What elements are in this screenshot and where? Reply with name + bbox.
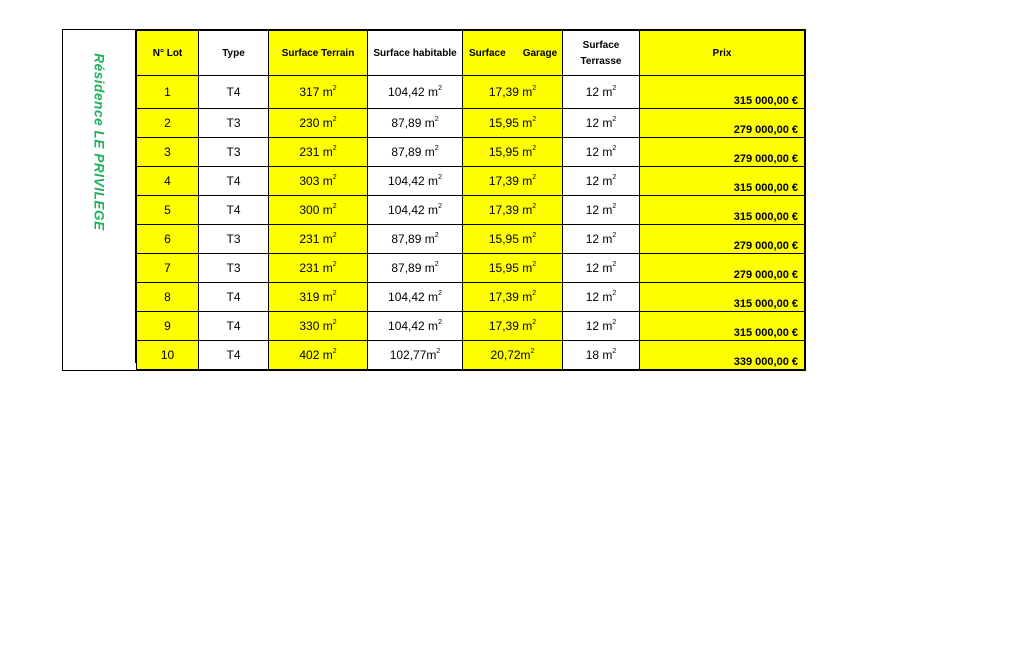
cell-surface-garage-value: 15,95 m [488, 116, 533, 130]
cell-surface-terrasse [563, 254, 640, 283]
unit-exponent: 2 [532, 290, 537, 297]
cell-prix [640, 76, 805, 109]
table-row [137, 283, 805, 312]
cell-surface-terrasse-value: 12 m [585, 85, 613, 99]
cell-type-value: T4 [226, 319, 241, 333]
cell-surface-terrasse-value: 12 m [585, 116, 613, 130]
cell-prix-value: 315 000,00 € [733, 95, 798, 107]
cell-prix-value: 315 000,00 € [733, 327, 798, 339]
cell-type [199, 254, 269, 283]
cell-surface-terrain [269, 341, 368, 370]
cell-prix [640, 109, 805, 138]
cell-lot [137, 225, 199, 254]
cell-surface-habitable-value: 104,42 m [388, 174, 439, 188]
cell-surface-terrasse-value: 12 m [585, 145, 613, 159]
cell-surface-habitable [368, 109, 463, 138]
table-row [137, 109, 805, 138]
unit-exponent: 2 [438, 290, 442, 297]
lots-body [137, 76, 805, 370]
cell-surface-terrasse [563, 109, 640, 138]
unit-exponent: 2 [434, 116, 439, 123]
cell-surface-terrain-value: 300 m [299, 203, 333, 217]
cell-lot [137, 76, 199, 109]
unit-exponent: 2 [530, 348, 535, 355]
cell-surface-habitable-value: 87,89 m [391, 232, 435, 246]
cell-surface-terrasse-value: 12 m [585, 319, 613, 333]
table-row [137, 341, 805, 370]
cell-prix [640, 138, 805, 167]
cell-surface-habitable-value: 104,42 m [388, 319, 439, 333]
cell-surface-habitable-value: 102,77m [389, 348, 437, 362]
table-row [137, 254, 805, 283]
cell-surface-garage-value: 15,95 m [488, 232, 533, 246]
unit-exponent: 2 [532, 319, 537, 326]
cell-surface-terrain [269, 76, 368, 109]
cell-type-value: T3 [226, 145, 241, 159]
cell-surface-terrasse [563, 312, 640, 341]
cell-type [199, 109, 269, 138]
cell-lot-value: 2 [164, 116, 171, 130]
residence-title-panel [63, 30, 136, 363]
table-row [137, 225, 805, 254]
unit-exponent: 2 [612, 261, 617, 268]
header-surface-terrain: Surface Terrain [269, 31, 368, 76]
cell-type-value: T4 [226, 290, 241, 304]
cell-surface-garage [463, 312, 563, 341]
header-type: Type [199, 31, 269, 76]
cell-prix [640, 283, 805, 312]
cell-lot-value: 4 [164, 174, 171, 188]
cell-surface-habitable [368, 341, 463, 370]
cell-type-value: T4 [226, 348, 241, 362]
cell-surface-terrain-value: 303 m [299, 174, 333, 188]
cell-prix-value: 279 000,00 € [733, 153, 798, 165]
cell-surface-terrain-value: 402 m [299, 348, 333, 362]
cell-surface-terrain-value: 317 m [299, 85, 333, 99]
cell-surface-garage [463, 283, 563, 312]
unit-exponent: 2 [532, 174, 537, 181]
cell-surface-garage [463, 109, 563, 138]
cell-surface-terrasse [563, 76, 640, 109]
cell-type-value: T3 [226, 261, 241, 275]
cell-surface-garage-value: 17,39 m [488, 319, 533, 333]
cell-lot [137, 312, 199, 341]
cell-surface-garage-value: 20,72m [490, 348, 531, 362]
unit-exponent: 2 [434, 232, 439, 239]
cell-type [199, 312, 269, 341]
unit-exponent: 2 [332, 203, 337, 210]
cell-prix-value: 315 000,00 € [733, 298, 798, 310]
unit-exponent: 2 [332, 145, 337, 152]
unit-exponent: 2 [332, 116, 337, 123]
header-row [137, 31, 805, 76]
cell-surface-garage [463, 254, 563, 283]
cell-surface-terrasse-value: 18 m [585, 348, 613, 362]
unit-exponent: 2 [532, 85, 537, 92]
cell-prix-value: 279 000,00 € [733, 269, 798, 281]
cell-surface-garage [463, 225, 563, 254]
unit-exponent: 2 [532, 261, 537, 268]
cell-surface-terrain [269, 312, 368, 341]
cell-prix-value: 279 000,00 € [733, 124, 798, 136]
cell-surface-terrasse-value: 12 m [585, 203, 613, 217]
header-prix: Prix [640, 31, 805, 76]
header-garage-word-2: Garage [522, 47, 558, 59]
unit-exponent: 2 [332, 348, 337, 355]
cell-surface-terrasse-value: 12 m [585, 232, 613, 246]
cell-prix [640, 341, 805, 370]
cell-type [199, 225, 269, 254]
lots-table [136, 30, 805, 370]
cell-surface-habitable [368, 225, 463, 254]
residence-title: Résidence LE PRIVILEGE [91, 52, 107, 231]
cell-prix [640, 167, 805, 196]
cell-lot-value: 7 [164, 261, 171, 275]
cell-type-value: T3 [226, 116, 241, 130]
header-garage-word-1: Surface [469, 47, 506, 59]
cell-surface-terrain-value: 231 m [299, 232, 333, 246]
cell-surface-habitable-value: 104,42 m [388, 85, 439, 99]
unit-exponent: 2 [532, 203, 537, 210]
header-surface-garage [463, 31, 563, 76]
cell-surface-terrasse-value: 12 m [585, 261, 613, 275]
cell-surface-habitable [368, 167, 463, 196]
unit-exponent: 2 [532, 232, 537, 239]
cell-surface-garage-value: 15,95 m [488, 261, 533, 275]
cell-surface-terrain-value: 231 m [299, 145, 333, 159]
cell-lot-value: 1 [164, 85, 171, 99]
cell-type-value: T3 [226, 232, 241, 246]
cell-surface-terrain-value: 230 m [299, 116, 333, 130]
cell-prix-value: 339 000,00 € [733, 356, 798, 368]
cell-prix-value: 315 000,00 € [733, 211, 798, 223]
cell-surface-garage-value: 17,39 m [488, 290, 533, 304]
table-row [137, 312, 805, 341]
cell-surface-terrasse-value: 12 m [585, 290, 613, 304]
cell-lot [137, 138, 199, 167]
cell-surface-habitable [368, 138, 463, 167]
cell-surface-terrasse [563, 167, 640, 196]
cell-prix [640, 312, 805, 341]
cell-surface-terrain-value: 231 m [299, 261, 333, 275]
cell-surface-terrasse-value: 12 m [585, 174, 613, 188]
unit-exponent: 2 [438, 85, 442, 92]
unit-exponent: 2 [438, 174, 442, 181]
cell-surface-terrain-value: 319 m [299, 290, 333, 304]
unit-exponent: 2 [612, 290, 617, 297]
header-surface-terrasse [563, 31, 640, 76]
cell-surface-habitable [368, 76, 463, 109]
cell-lot-value: 5 [164, 203, 171, 217]
cell-lot-value: 10 [160, 348, 175, 362]
cell-type-value: T4 [226, 174, 241, 188]
cell-type [199, 167, 269, 196]
unit-exponent: 2 [612, 319, 617, 326]
unit-exponent: 2 [332, 85, 337, 92]
cell-type [199, 76, 269, 109]
cell-type-value: T4 [226, 85, 241, 99]
cell-lot-value: 3 [164, 145, 171, 159]
unit-exponent: 2 [612, 203, 617, 210]
cell-type [199, 138, 269, 167]
cell-surface-terrain [269, 225, 368, 254]
cell-lot [137, 196, 199, 225]
cell-prix [640, 254, 805, 283]
unit-exponent: 2 [436, 348, 441, 355]
unit-exponent: 2 [332, 319, 337, 326]
unit-exponent: 2 [612, 174, 617, 181]
cell-surface-garage [463, 138, 563, 167]
header-surface-habitable: Surface habitable [368, 31, 463, 76]
cell-surface-terrain [269, 196, 368, 225]
cell-prix [640, 196, 805, 225]
cell-surface-habitable [368, 254, 463, 283]
cell-surface-terrasse [563, 196, 640, 225]
header-terrasse-line-2: Terrasse [580, 55, 622, 67]
cell-surface-garage [463, 167, 563, 196]
cell-prix-value: 315 000,00 € [733, 182, 798, 194]
cell-lot-value: 6 [164, 232, 171, 246]
unit-exponent: 2 [332, 232, 337, 239]
unit-exponent: 2 [332, 290, 337, 297]
cell-surface-garage-value: 17,39 m [488, 85, 533, 99]
cell-lot [137, 109, 199, 138]
cell-surface-terrain [269, 109, 368, 138]
unit-exponent: 2 [332, 261, 337, 268]
cell-lot [137, 167, 199, 196]
cell-lot [137, 283, 199, 312]
cell-type-value: T4 [226, 203, 241, 217]
cell-type [199, 283, 269, 312]
cell-lot [137, 341, 199, 370]
cell-surface-garage [463, 76, 563, 109]
cell-type [199, 341, 269, 370]
cell-surface-garage-value: 17,39 m [488, 203, 533, 217]
cell-surface-garage [463, 341, 563, 370]
unit-exponent: 2 [434, 261, 439, 268]
cell-surface-terrain [269, 167, 368, 196]
unit-exponent: 2 [612, 116, 617, 123]
cell-surface-habitable-value: 87,89 m [391, 116, 435, 130]
table-row [137, 167, 805, 196]
table-row [137, 76, 805, 109]
cell-surface-terrasse [563, 225, 640, 254]
cell-surface-garage-value: 17,39 m [488, 174, 533, 188]
cell-surface-terrain [269, 254, 368, 283]
cell-surface-habitable [368, 312, 463, 341]
cell-type [199, 196, 269, 225]
cell-lot [137, 254, 199, 283]
cell-prix-value: 279 000,00 € [733, 240, 798, 252]
cell-surface-terrasse [563, 341, 640, 370]
unit-exponent: 2 [612, 85, 617, 92]
unit-exponent: 2 [612, 145, 617, 152]
unit-exponent: 2 [438, 319, 442, 326]
lot-sheet [62, 29, 806, 371]
table-row [137, 138, 805, 167]
cell-surface-terrain [269, 138, 368, 167]
cell-prix [640, 225, 805, 254]
cell-surface-habitable-value: 87,89 m [391, 145, 435, 159]
cell-surface-habitable-value: 87,89 m [391, 261, 435, 275]
cell-surface-habitable-value: 104,42 m [388, 290, 439, 304]
unit-exponent: 2 [532, 116, 537, 123]
cell-surface-habitable-value: 104,42 m [388, 203, 439, 217]
unit-exponent: 2 [438, 203, 442, 210]
cell-surface-terrasse [563, 283, 640, 312]
unit-exponent: 2 [434, 145, 439, 152]
cell-surface-habitable [368, 196, 463, 225]
header-lot: N° Lot [137, 31, 199, 76]
cell-surface-habitable [368, 283, 463, 312]
unit-exponent: 2 [332, 174, 337, 181]
cell-surface-terrain [269, 283, 368, 312]
unit-exponent: 2 [612, 348, 617, 355]
cell-surface-terrasse [563, 138, 640, 167]
cell-lot-value: 8 [164, 290, 171, 304]
cell-surface-garage [463, 196, 563, 225]
cell-surface-terrain-value: 330 m [299, 319, 333, 333]
header-terrasse-line-1: Surface [582, 39, 620, 51]
table-row [137, 196, 805, 225]
unit-exponent: 2 [612, 232, 617, 239]
cell-surface-garage-value: 15,95 m [488, 145, 533, 159]
unit-exponent: 2 [532, 145, 537, 152]
cell-lot-value: 9 [164, 319, 171, 333]
